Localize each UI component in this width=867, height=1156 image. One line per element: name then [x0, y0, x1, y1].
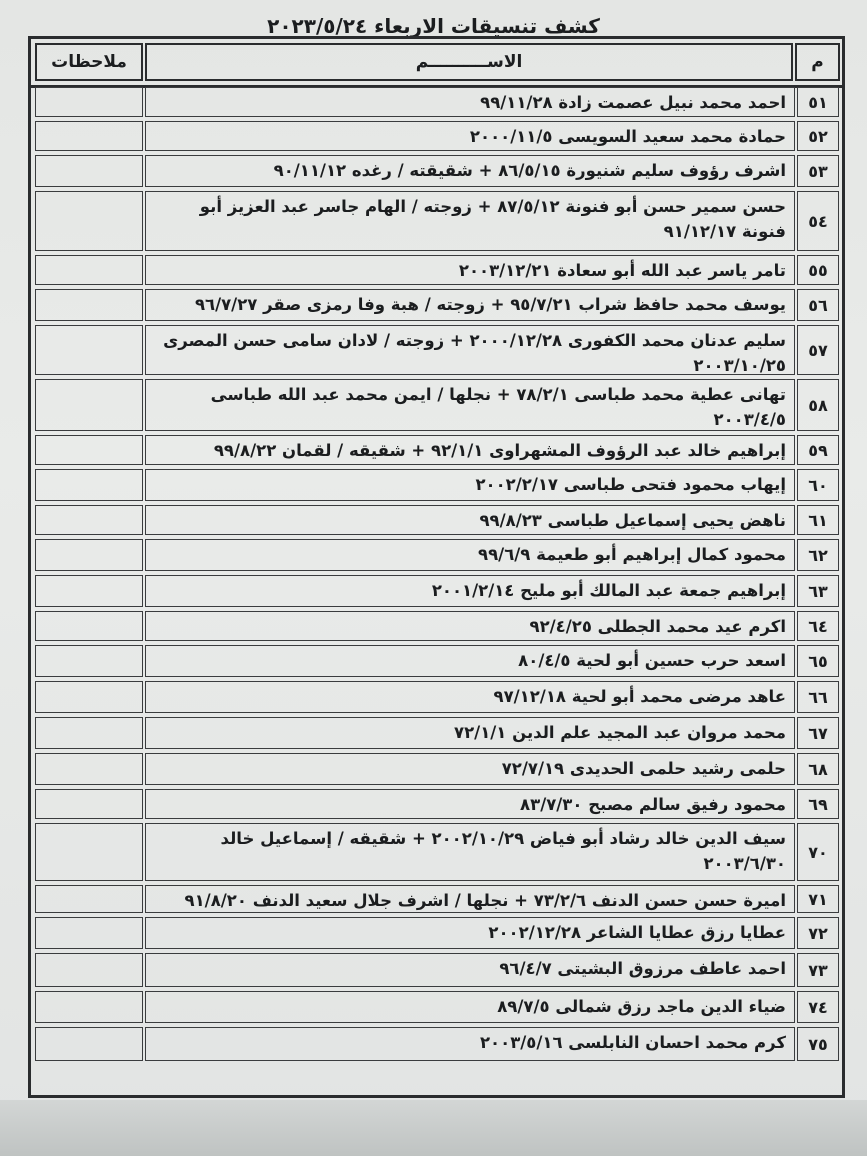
table-row	[31, 821, 842, 883]
table-row	[31, 883, 842, 915]
row-name-cell: اميرة حسن حسن الدنف ٧٣/٢/٦ + نجلها / اشرف جلال سعيد الدنف ٩١/٨/٢٠	[145, 885, 795, 913]
table-row	[31, 715, 842, 751]
document-title: كشف تنسيقات الاربعاء ٢٠٢٣/٥/٢٤	[267, 14, 600, 38]
row-number-cell: ٧٥	[797, 1027, 839, 1061]
row-name-cell: احمد عاطف مرزوق البشيتى ٩٦/٤/٧	[145, 953, 795, 987]
row-number-cell: ٥٨	[797, 379, 839, 431]
row-notes-cell	[35, 379, 143, 431]
table-row	[31, 119, 842, 153]
row-notes-cell	[35, 681, 143, 713]
row-name-cell: اشرف رؤوف سليم شنيورة ٨٦/٥/١٥ + شقيقته / رغده ٩٠/١١/١٢	[145, 155, 795, 187]
row-notes-cell	[35, 717, 143, 749]
table-row	[31, 573, 842, 609]
table-row	[31, 287, 842, 323]
row-number-cell: ٧٠	[797, 823, 839, 881]
row-name-cell: حسن سمير حسن أبو فنونة ٨٧/٥/١٢ + زوجته / الهام جاسر عبد العزيز أبو فنونة ٩١/١٢/١٧	[145, 191, 795, 251]
row-number-cell: ٦١	[797, 505, 839, 535]
row-notes-cell	[35, 645, 143, 677]
row-number-cell: ٥٢	[797, 121, 839, 151]
row-number-cell: ٦٠	[797, 469, 839, 501]
table-row	[31, 377, 842, 433]
row-notes-cell	[35, 155, 143, 187]
row-name-cell: محمود كمال إبراهيم أبو طعيمة ٩٩/٦/٩	[145, 539, 795, 571]
row-name-cell: ناهض يحيى إسماعيل طباسى ٩٩/٨/٢٣	[145, 505, 795, 535]
row-name-cell: محمود رفيق سالم مصبح ٨٣/٧/٣٠	[145, 789, 795, 819]
row-notes-cell	[35, 435, 143, 465]
row-number-cell: ٥٥	[797, 255, 839, 285]
row-name-cell: محمد مروان عبد المجيد علم الدين ٧٢/١/١	[145, 717, 795, 749]
row-name-cell: سيف الدين خالد رشاد أبو فياض ٢٠٠٢/١٠/٢٩ + شقيقه / إسماعيل خالد ٢٠٠٣/٦/٣٠	[145, 823, 795, 881]
row-name-cell: إبراهيم خالد عبد الرؤوف المشهراوى ٩٢/١/١ + شقيقه / لقمان ٩٩/٨/٢٢	[145, 435, 795, 465]
row-name-cell: إيهاب محمود فتحى طباسى ٢٠٠٢/٢/١٧	[145, 469, 795, 501]
row-number-cell: ٥١	[797, 87, 839, 117]
row-notes-cell	[35, 991, 143, 1023]
table-header	[31, 39, 842, 88]
row-notes-cell	[35, 917, 143, 949]
row-notes-cell	[35, 505, 143, 535]
row-number-cell: ٦٨	[797, 753, 839, 785]
table-row	[31, 153, 842, 189]
row-number-cell: ٦٥	[797, 645, 839, 677]
row-name-cell: كرم محمد احسان النابلسى ٢٠٠٣/٥/١٦	[145, 1027, 795, 1061]
row-number-cell: ٦٧	[797, 717, 839, 749]
row-name-cell: تامر ياسر عبد الله أبو سعادة ٢٠٠٣/١٢/٢١	[145, 255, 795, 285]
row-number-cell: ٥٤	[797, 191, 839, 251]
row-name-cell: احمد محمد نبيل عصمت زادة ٩٩/١١/٢٨	[145, 87, 795, 117]
row-name-cell: عطايا رزق عطايا الشاعر ٢٠٠٢/١٢/٢٨	[145, 917, 795, 949]
row-notes-cell	[35, 87, 143, 117]
table-row	[31, 609, 842, 643]
row-notes-cell	[35, 255, 143, 285]
row-number-cell: ٦٦	[797, 681, 839, 713]
row-name-cell: حمادة محمد سعيد السويسى ٢٠٠٠/١١/٥	[145, 121, 795, 151]
table-row	[31, 951, 842, 989]
row-number-cell: ٦٣	[797, 575, 839, 607]
row-notes-cell	[35, 191, 143, 251]
table-row	[31, 643, 842, 679]
row-notes-cell	[35, 121, 143, 151]
row-notes-cell	[35, 823, 143, 881]
table-row	[31, 503, 842, 537]
row-notes-cell	[35, 885, 143, 913]
table-row	[31, 537, 842, 573]
row-number-cell: ٧٢	[797, 917, 839, 949]
row-name-cell: سليم عدنان محمد الكفورى ٢٠٠٠/١٢/٢٨ + زوجته / لادان سامى حسن المصرى ٢٠٠٣/١٠/٢٥	[145, 325, 795, 375]
row-notes-cell	[35, 789, 143, 819]
row-name-cell: عاهد مرضى محمد أبو لحية ٩٧/١٢/١٨	[145, 681, 795, 713]
header-number: م	[795, 43, 840, 81]
table-row	[31, 915, 842, 951]
row-number-cell: ٥٩	[797, 435, 839, 465]
row-notes-cell	[35, 953, 143, 987]
row-name-cell: اسعد حرب حسين أبو لحية ٨٠/٤/٥	[145, 645, 795, 677]
table-row	[31, 787, 842, 821]
row-name-cell: يوسف محمد حافظ شراب ٩٥/٧/٢١ + زوجته / هبة وفا رمزى صقر ٩٦/٧/٢٧	[145, 289, 795, 321]
row-name-cell: اكرم عيد محمد الجطلى ٩٢/٤/٢٥	[145, 611, 795, 641]
row-number-cell: ٧٤	[797, 991, 839, 1023]
table-row	[31, 989, 842, 1025]
row-number-cell: ٧٣	[797, 953, 839, 987]
row-notes-cell	[35, 325, 143, 375]
row-notes-cell	[35, 539, 143, 571]
page-shadow	[0, 1100, 867, 1156]
row-name-cell: إبراهيم جمعة عبد المالك أبو مليح ٢٠٠١/٢/١٤	[145, 575, 795, 607]
table-row	[31, 323, 842, 377]
table-row	[31, 85, 842, 119]
table-row	[31, 433, 842, 467]
header-notes: ملاحظات	[35, 43, 143, 81]
row-number-cell: ٥٧	[797, 325, 839, 375]
row-number-cell: ٧١	[797, 885, 839, 913]
row-notes-cell	[35, 469, 143, 501]
table-row	[31, 467, 842, 503]
row-notes-cell	[35, 753, 143, 785]
row-number-cell: ٥٣	[797, 155, 839, 187]
row-number-cell: ٦٢	[797, 539, 839, 571]
row-notes-cell	[35, 289, 143, 321]
row-number-cell: ٥٦	[797, 289, 839, 321]
row-name-cell: ضياء الدين ماجد رزق شمالى ٨٩/٧/٥	[145, 991, 795, 1023]
row-name-cell: تهانى عطية محمد طباسى ٧٨/٢/١ + نجلها / ايمن محمد عبد الله طباسى ٢٠٠٣/٤/٥	[145, 379, 795, 431]
table-row	[31, 751, 842, 787]
table-row	[31, 253, 842, 287]
row-notes-cell	[35, 1027, 143, 1061]
row-notes-cell	[35, 575, 143, 607]
row-notes-cell	[35, 611, 143, 641]
table-row	[31, 679, 842, 715]
row-name-cell: حلمى رشيد حلمى الحديدى ٧٢/٧/١٩	[145, 753, 795, 785]
table-row	[31, 189, 842, 253]
row-number-cell: ٦٩	[797, 789, 839, 819]
table-row	[31, 1025, 842, 1063]
header-name: الاســــــــــم	[145, 43, 793, 81]
names-table	[28, 36, 845, 1098]
row-number-cell: ٦٤	[797, 611, 839, 641]
